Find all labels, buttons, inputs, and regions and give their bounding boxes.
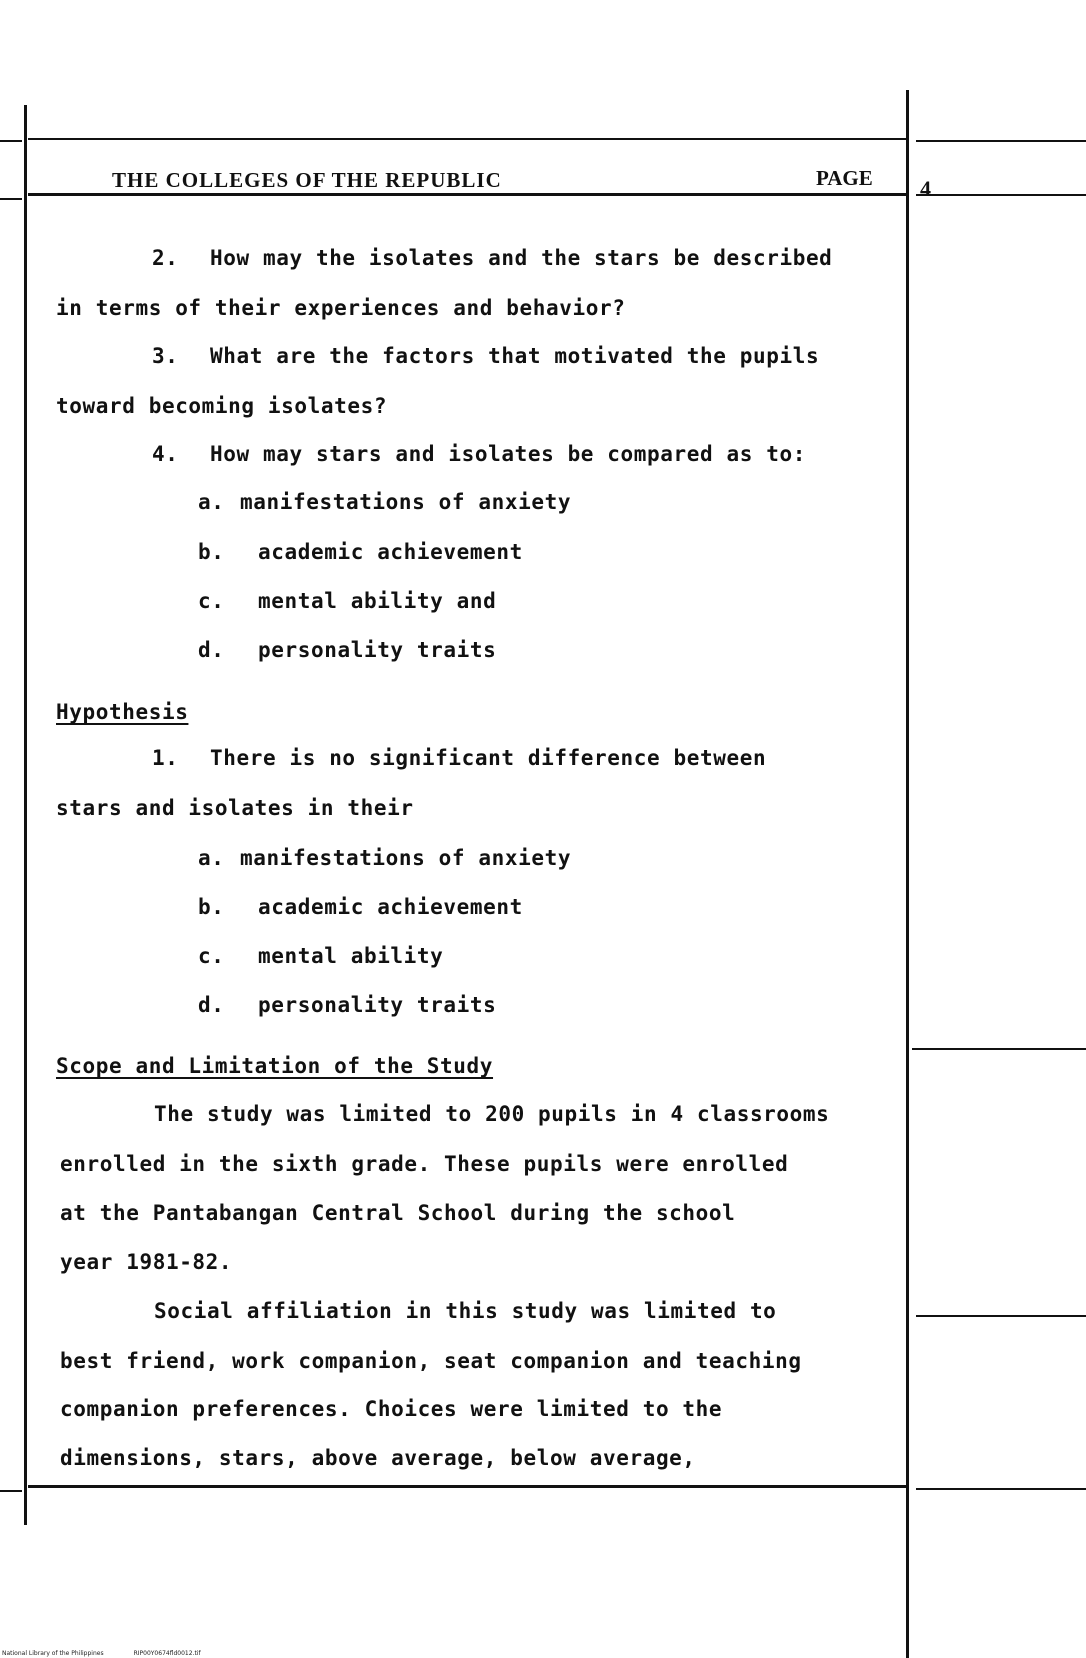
right-edge-mark-1 [916, 140, 1086, 142]
question-3-number: 3. [152, 344, 179, 368]
right-edge-mark-5 [916, 1488, 1086, 1490]
file-identifier: RIP00Y0674fld0012.tif [133, 1650, 201, 1657]
question-4-item-c [198, 589, 496, 613]
question-3-text-1: What are the factors that motivated the pupils [210, 344, 820, 368]
question-4-number: 4. [152, 442, 179, 466]
scope-paragraph-1-line-1: The study was limited to 200 pupils in 4 classrooms [154, 1102, 830, 1126]
question-4-item-b [198, 540, 523, 564]
hypothesis-item-b [198, 895, 523, 919]
item-text: manifestations of anxiety [240, 846, 572, 870]
item-letter: b. [198, 540, 225, 564]
item-text: academic achievement [258, 895, 523, 919]
library-credit: National Library of the Philippines [2, 1650, 104, 1657]
left-edge-mark-top [0, 140, 22, 142]
right-margin-line [906, 90, 909, 1658]
left-margin-line [24, 105, 27, 1525]
item-letter: a. [198, 490, 225, 514]
hypothesis-1-number: 1. [152, 746, 179, 770]
question-4-item-a [198, 490, 571, 514]
scope-paragraph-2-line-4: dimensions, stars, above average, below average, [60, 1446, 696, 1470]
scope-paragraph-2-line-2: best friend, work companion, seat companion and teaching [60, 1349, 802, 1373]
item-letter: c. [198, 944, 225, 968]
hypothesis-1-line-1 [152, 746, 766, 770]
footer-rule [28, 1485, 906, 1488]
question-2-line-2: in terms of their experiences and behavior? [56, 296, 626, 320]
scope-paragraph-2-line-1: Social affiliation in this study was limited to [154, 1299, 777, 1323]
question-4-text-1: How may stars and isolates be compared as to: [210, 442, 806, 466]
header-title: THE COLLEGES OF THE REPUBLIC [112, 168, 502, 192]
hypothesis-item-a [198, 846, 571, 870]
right-edge-mark-4 [916, 1315, 1086, 1317]
hypothesis-1-text-1: There is no significant difference between [210, 746, 767, 770]
left-edge-mark-mid [0, 198, 22, 200]
scope-heading: Scope and Limitation of the Study [56, 1054, 494, 1078]
item-text: personality traits [258, 993, 497, 1017]
question-2-number: 2. [152, 246, 179, 270]
header-bottom-rule [28, 193, 906, 196]
right-edge-mark-2 [916, 194, 1086, 196]
header-page-number: 4 [920, 176, 931, 201]
scan-footer [2, 1650, 231, 1657]
scope-paragraph-2-line-3: companion preferences. Choices were limited to the [60, 1397, 723, 1421]
item-text: mental ability and [258, 589, 497, 613]
question-3-line-2: toward becoming isolates? [56, 394, 388, 418]
scope-paragraph-1-line-2: enrolled in the sixth grade. These pupils were enrolled [60, 1152, 789, 1176]
scope-paragraph-1-line-3: at the Pantabangan Central School during the school [60, 1201, 736, 1225]
hypothesis-heading: Hypothesis [56, 700, 189, 724]
item-text: mental ability [258, 944, 444, 968]
left-edge-mark-bottom [0, 1490, 22, 1492]
item-letter: b. [198, 895, 225, 919]
scope-paragraph-1-line-4: year 1981-82. [60, 1250, 233, 1274]
question-4-item-d [198, 638, 496, 662]
header-page-label: PAGE [816, 166, 873, 190]
item-letter: d. [198, 638, 225, 662]
hypothesis-1-line-2: stars and isolates in their [56, 796, 414, 820]
right-edge-mark-3 [912, 1048, 1086, 1050]
question-3-line-1 [152, 344, 819, 368]
item-text: academic achievement [258, 540, 523, 564]
item-letter: d. [198, 993, 225, 1017]
item-text: personality traits [258, 638, 497, 662]
item-text: manifestations of anxiety [240, 490, 572, 514]
question-2-line-1 [152, 246, 832, 270]
question-2-text-1: How may the isolates and the stars be described [210, 246, 833, 270]
header-top-rule [28, 138, 906, 140]
hypothesis-item-d [198, 993, 496, 1017]
question-4-line-1 [152, 442, 806, 466]
item-letter: a. [198, 846, 225, 870]
item-letter: c. [198, 589, 225, 613]
hypothesis-item-c [198, 944, 443, 968]
